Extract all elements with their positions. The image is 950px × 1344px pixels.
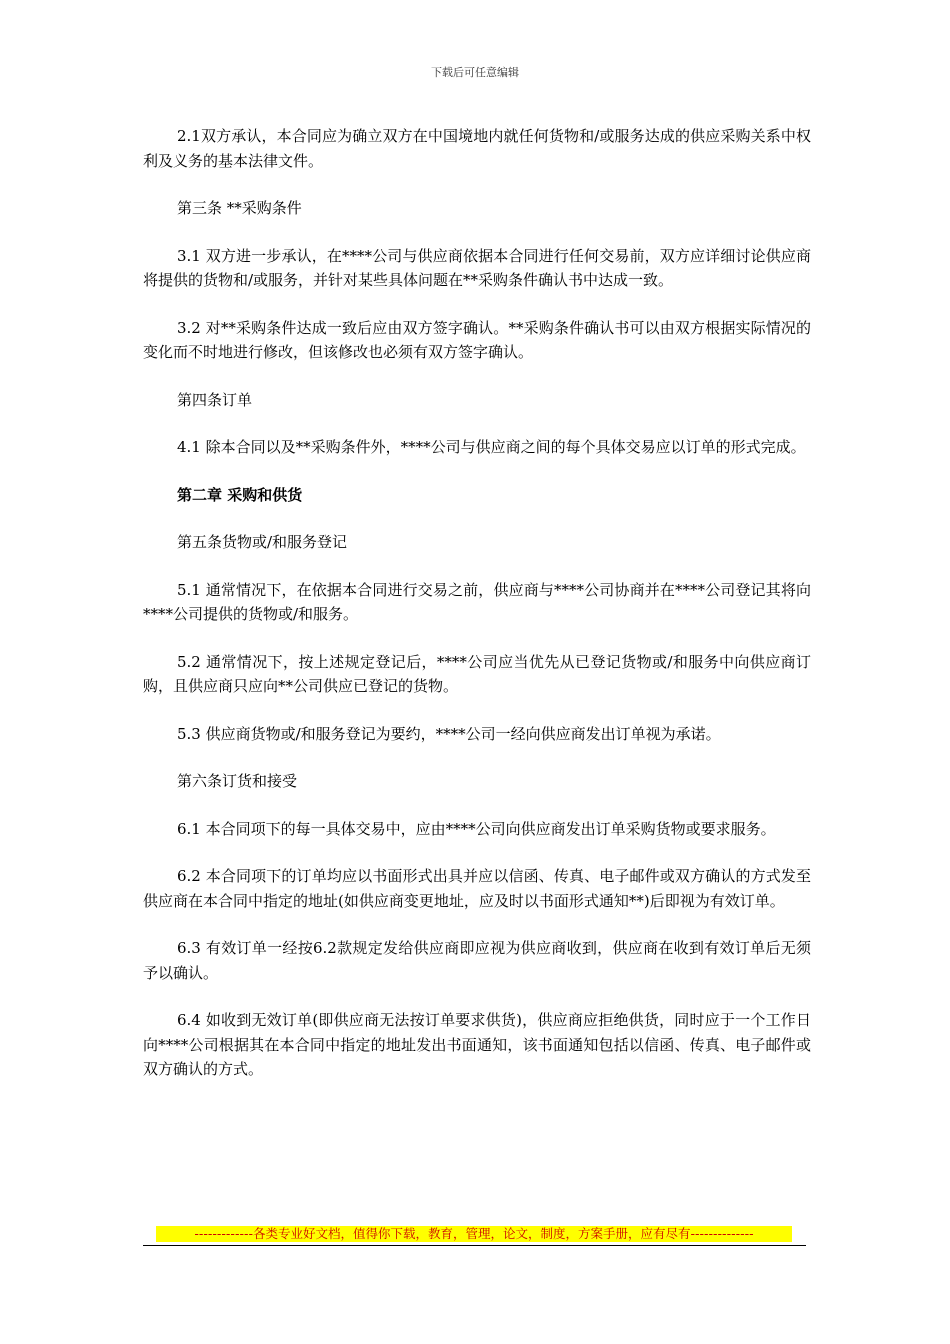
paragraph-5-2: 5.2 通常情况下，按上述规定登记后，****公司应当优先从已登记货物或/和服务中向供应商订购，且供应商只应向**公司供应已登记的货物。 — [143, 652, 811, 695]
paragraph-2-1: 2.1双方承认，本合同应为确立双方在中国境地内就任何货物和/或服务达成的供应采购关系中权利及义务的基本法律文件。 — [143, 127, 811, 170]
paragraph-4-1: 4.1 除本合同以及**采购条件外，****公司与供应商之间的每个具体交易应以订单的形式完成。 — [177, 438, 806, 456]
paragraph-6-1: 6.1 本合同项下的每一具体交易中，应由****公司向供应商发出订单采购货物或要求服务。 — [177, 819, 776, 838]
paragraph-5-1: 5.1 通常情况下，在依据本合同进行交易之前，供应商与****公司协商并在****公司登记其将向****公司提供的货物或/和服务。 — [143, 580, 811, 623]
page-header: 下载后可任意编辑 — [431, 66, 519, 79]
footer-banner: -------------各类专业好文档，值得你下载，教育，管理，论文，制度，方案手册，应有尽有-------------- — [156, 1226, 792, 1242]
footer-divider — [143, 1245, 806, 1246]
article-3-heading: 第三条 **采购条件 — [177, 199, 302, 217]
paragraph-6-2: 6.2 本合同项下的订单均应以书面形式出具并应以信函、传真、电子邮件或双方确认的方式发至供应商在本合同中指定的地址(如供应商变更地址，应及时以书面形式通知**)后即视为有效订单。 — [143, 867, 811, 910]
paragraph-6-4: 6.4 如收到无效订单(即供应商无法按订单要求供货)，供应商应拒绝供货，同时应于一个工作日向****公司根据其在本合同中指定的地址发出书面通知，该书面通知包括以信函、传真、电子邮件或双方确认的方式。 — [143, 1011, 811, 1078]
article-4-heading: 第四条订单 — [177, 390, 253, 409]
article-5-heading: 第五条货物或/和服务登记 — [177, 533, 348, 551]
article-6-heading: 第六条订货和接受 — [177, 772, 298, 790]
document-body — [143, 124, 811, 1105]
chapter-2-heading: 第二章 采购和供货 — [177, 485, 303, 504]
paragraph-5-3: 5.3 供应商货物或/和服务登记为要约，****公司一经向供应商发出订单视为承诺。 — [177, 724, 721, 743]
paragraph-6-3: 6.3 有效订单一经按6.2款规定发给供应商即应视为供应商收到，供应商在收到有效订单后无须予以确认。 — [143, 939, 811, 982]
paragraph-3-2: 3.2 对**采购条件达成一致后应由双方签字确认。**采购条件确认书可以由双方根据实际情况的变化而不时地进行修改，但该修改也必须有双方签字确认。 — [143, 318, 811, 361]
paragraph-3-1: 3.1 双方进一步承认，在****公司与供应商依据本合同进行任何交易前，双方应详细讨论供应商将提供的货物和/或服务，并针对某些具体问题在**采购条件确认书中达成一致。 — [143, 246, 811, 289]
